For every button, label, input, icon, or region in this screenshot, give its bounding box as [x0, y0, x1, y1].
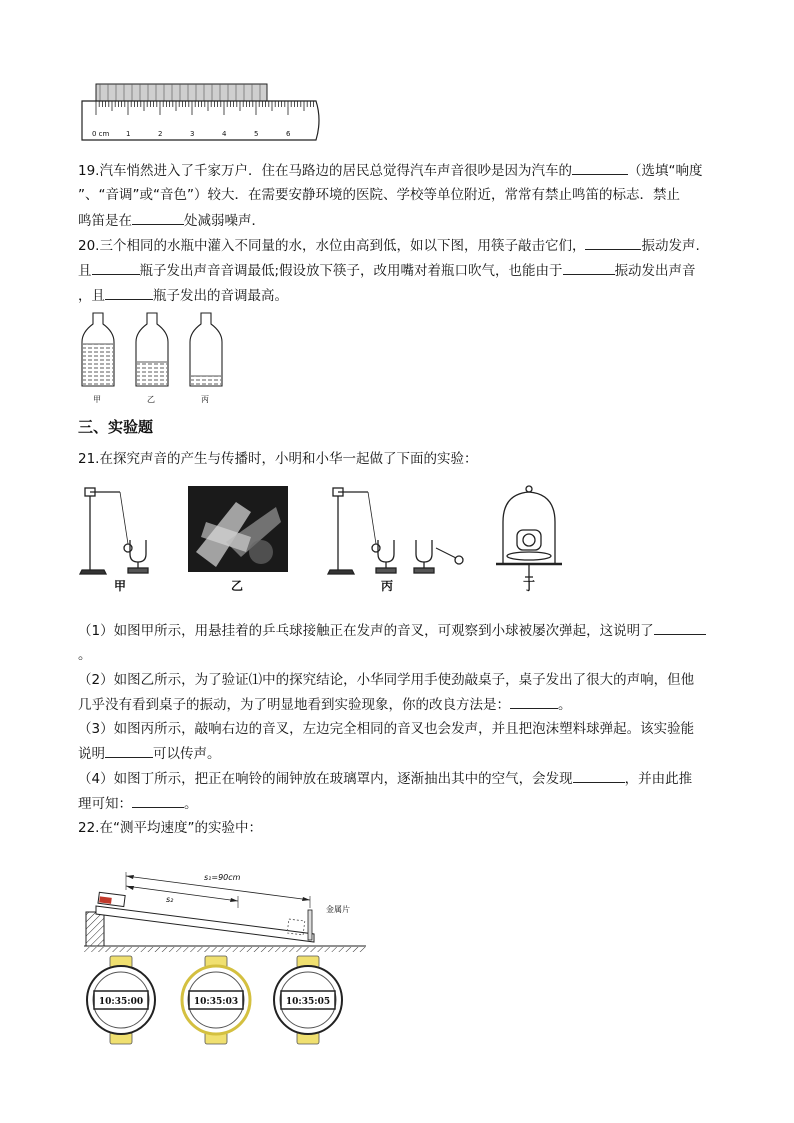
answer-blank[interactable] [573, 768, 625, 783]
metal-plate [308, 910, 312, 940]
figure-bing [328, 488, 463, 574]
q21-text: 可以传声。 [153, 746, 221, 762]
incline-figure [82, 862, 372, 954]
answer-blank[interactable] [563, 260, 615, 275]
q21-text: （1）如图甲所示，用悬挂着的乒乓球接触正在发声的音叉，可观察到小球被屡次弹起，这说明了 [78, 623, 654, 639]
q20-line-1 [78, 235, 700, 256]
answer-blank[interactable] [105, 285, 153, 300]
answer-blank[interactable] [92, 260, 140, 275]
q21-part4-line1 [78, 768, 692, 789]
q21-text: 理可知： [78, 796, 132, 812]
q21-intro [78, 449, 477, 469]
bottle-label: 丙 [201, 395, 209, 404]
ruler-tick-label: 6 [286, 130, 291, 138]
q19-text: ”、“音调”或“音色”）较大．在需要安静环境的医院、学校等单位附近，常常有禁止鸣笛的标志．禁止 [78, 187, 680, 203]
q22-intro [78, 818, 262, 838]
answer-blank[interactable] [132, 793, 184, 808]
q21-part3-line1 [78, 719, 694, 739]
q20-text: ，且 [78, 288, 105, 304]
q21-text: 21.在探究声音的产生与传播时，小明和小华一起做了下面的实验： [78, 451, 478, 467]
answer-blank[interactable] [132, 210, 184, 225]
s1-label: s₁=90cm [204, 873, 241, 882]
bottle-yi [136, 313, 168, 386]
q20-text: 瓶子发出的音调最高。 [153, 288, 288, 304]
answer-blank[interactable] [585, 235, 641, 250]
tuning-fork-figures [76, 482, 566, 592]
bottles-figure [76, 310, 236, 406]
q21-part1-line2 [78, 645, 92, 665]
figure-label: 乙 [231, 579, 244, 592]
q19-text: （选填“响度 [627, 163, 703, 179]
q21-text: 几乎没有看到桌子的振动，为了明显地看到实验现象，你的改良方法是： [78, 697, 510, 713]
ruler-body [82, 101, 319, 140]
support-block [86, 912, 104, 946]
incline-board [96, 906, 314, 942]
stopwatch-1 [87, 956, 155, 1044]
q20-line-2 [78, 260, 696, 281]
q19-line-2 [78, 185, 680, 205]
ruler-tick-label: 2 [158, 130, 163, 138]
q21-text: （4）如图丁所示，把正在响铃的闹钟放在玻璃罩内，逐渐抽出其中的空气，会发现 [78, 771, 573, 787]
q19-line-3 [78, 210, 265, 231]
q19-text: 19.汽车悄然进入了千家万户．住在马路边的居民总觉得汽车声音很吵是因为汽车的 [78, 163, 572, 179]
bottle-label: 甲 [93, 395, 101, 404]
ruler-tick-label: 0 cm [92, 130, 110, 138]
q21-text: ，并由此推 [624, 771, 693, 787]
figure-label: 丙 [381, 579, 394, 592]
figure-yi-photo [188, 486, 288, 572]
q21-text: （2）如图乙所示，为了验证⑴中的探究结论，小华同学用手使劲敲桌子，桌子发出了很大的声响，但他 [78, 672, 695, 688]
stopwatch-3 [274, 956, 342, 1044]
figure-label: 甲 [114, 579, 127, 592]
cart [98, 892, 125, 906]
answer-blank[interactable] [654, 620, 706, 635]
ruler-tick-label: 5 [254, 130, 259, 138]
answer-blank[interactable] [510, 694, 558, 709]
q20-text: 振动发出声音 [614, 263, 696, 279]
measured-block [96, 84, 267, 101]
q21-part1-line1 [78, 620, 706, 641]
stopwatch-time: 10:35:00 [98, 997, 144, 1007]
q20-text: 20.三个相同的水瓶中灌入不同量的水，水位由高到低，如以下图，用筷子敲击它们， [78, 238, 586, 254]
q21-part4-line2 [78, 793, 198, 814]
q21-part3-line2 [78, 743, 221, 764]
stopwatch-time: 10:35:03 [193, 997, 239, 1007]
bottle-label: 乙 [147, 395, 155, 404]
q21-text: 。 [78, 647, 92, 663]
figure-label: 丁 [523, 579, 536, 592]
stopwatch-2 [182, 956, 250, 1044]
stopwatch-time: 10:35:05 [285, 997, 331, 1007]
ruler-tick-label: 4 [222, 130, 227, 138]
figure-jia [80, 488, 148, 574]
q21-text: 。 [184, 796, 198, 812]
ruler-tick-label: 1 [126, 130, 131, 138]
bottle-bing [190, 313, 222, 386]
ruler-tick-label: 3 [190, 130, 195, 138]
metal-plate-label: 金属片 [326, 905, 350, 914]
figure-ding [496, 486, 562, 582]
section-heading: 三、实验题 [78, 418, 154, 436]
s2-label: s₂ [166, 895, 174, 904]
q20-text: 且 [78, 263, 92, 279]
answer-blank[interactable] [105, 743, 153, 758]
q21-text: 。 [558, 697, 572, 713]
q19-text: 处减弱噪声． [184, 213, 265, 229]
q19-text: 鸣笛是在 [78, 213, 132, 229]
q20-text: 瓶子发出声音音调最低;假设放下筷子，改用嘴对着瓶口吹气，也能由于 [139, 263, 563, 279]
q22-text: 22.在“测平均速度”的实验中： [78, 820, 262, 836]
q20-line-3 [78, 285, 288, 306]
bottle-jia [82, 313, 114, 386]
q20-text: 振动发声. [641, 238, 700, 254]
stopwatches [84, 954, 354, 1046]
q21-part2-line1 [78, 670, 694, 690]
ruler-figure [78, 82, 324, 150]
q21-text: 说明 [78, 746, 105, 762]
q19-line-1 [78, 160, 702, 181]
q21-part2-line2 [78, 694, 572, 715]
answer-blank[interactable] [572, 160, 628, 175]
q21-text: （3）如图丙所示，敲响右边的音叉，左边完全相同的音叉也会发声，并且把泡沫塑料球弹起。该实验能 [78, 721, 695, 737]
